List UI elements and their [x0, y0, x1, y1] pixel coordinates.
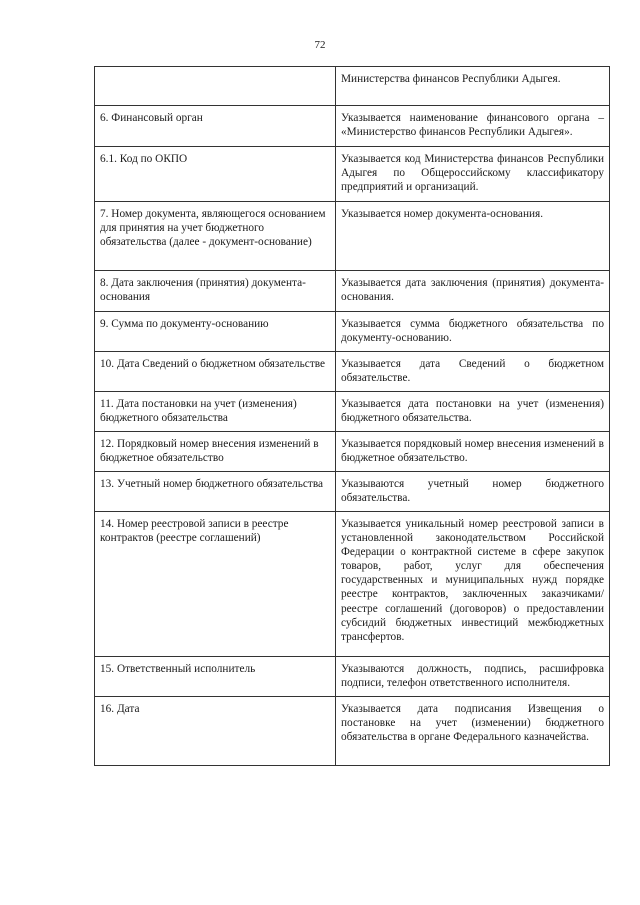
field-description-cell: Указывается дата постановки на учет (изменения) бюджетного обязательства.	[336, 392, 610, 432]
table-row	[95, 271, 610, 312]
field-description-cell: Указывается наименование финансового органа – «Министерство финансов Республики Адыгея».	[336, 106, 610, 147]
field-name-cell: 11. Дата постановки на учет (изменения) бюджетного обязательства	[95, 392, 336, 432]
field-name-cell: 10. Дата Сведений о бюджетном обязательстве	[95, 352, 336, 392]
table-row	[95, 106, 610, 147]
table-row	[95, 657, 610, 697]
table-row	[95, 512, 610, 657]
field-name-cell	[95, 67, 336, 106]
field-description-cell: Указывается дата Сведений о бюджетном обязательстве.	[336, 352, 610, 392]
table-row	[95, 432, 610, 472]
field-name-cell: 8. Дата заключения (принятия) документа-основания	[95, 271, 336, 312]
table-row	[95, 392, 610, 432]
field-name-cell: 9. Сумма по документу-основанию	[95, 312, 336, 352]
field-name-cell: 16. Дата	[95, 697, 336, 766]
field-name-cell: 13. Учетный номер бюджетного обязательства	[95, 472, 336, 512]
field-name-cell: 6. Финансовый орган	[95, 106, 336, 147]
document-table	[94, 66, 610, 766]
table-row	[95, 202, 610, 271]
field-name-cell: 7. Номер документа, являющегося основанием для принятия на учет бюджетного обязательства (далее - документ-основание)	[95, 202, 336, 271]
field-description-cell: Указывается код Министерства финансов Республики Адыгея по Общероссийскому классификатору предприятий и организаций.	[336, 147, 610, 202]
field-name-cell: 6.1. Код по ОКПО	[95, 147, 336, 202]
field-description-cell: Указывается порядковый номер внесения изменений в бюджетное обязательство.	[336, 432, 610, 472]
field-description-cell: Указывается дата подписания Извещения о постановке на учет (изменении) бюджетного обязательства в органе Федерального казначейства.	[336, 697, 610, 766]
table-row	[95, 67, 610, 106]
field-name-cell: 12. Порядковый номер внесения изменений в бюджетное обязательство	[95, 432, 336, 472]
table-row	[95, 352, 610, 392]
field-description-cell: Указывается дата заключения (принятия) документа-основания.	[336, 271, 610, 312]
page-number: 72	[314, 39, 326, 51]
field-description-cell: Указываются учетный номер бюджетного обязательства.	[336, 472, 610, 512]
field-name-cell: 15. Ответственный исполнитель	[95, 657, 336, 697]
table-row	[95, 312, 610, 352]
field-name-cell: 14. Номер реестровой записи в реестре контрактов (реестре соглашений)	[95, 512, 336, 657]
field-description-cell: Указывается уникальный номер реестровой записи в установленной законодательством Российской Федерации о контрактной системе в сфере закупок товаров, работ, услуг для обеспечения государственных и муниципальных нужд порядке реестре контрактов, заключенных заказчиками/реестре соглашений (договоров) о предоставлении субсидий бюджетных инвестиций межбюджетных трансфертов.	[336, 512, 610, 657]
field-description-cell: Указывается номер документа-основания.	[336, 202, 610, 271]
field-description-cell: Указываются должность, подпись, расшифровка подписи, телефон ответственного исполнителя.	[336, 657, 610, 697]
table-row	[95, 147, 610, 202]
table-row	[95, 472, 610, 512]
table-row	[95, 697, 610, 766]
field-description-cell: Указывается сумма бюджетного обязательства по документу-основанию.	[336, 312, 610, 352]
field-description-cell: Министерства финансов Республики Адыгея.	[336, 67, 610, 106]
